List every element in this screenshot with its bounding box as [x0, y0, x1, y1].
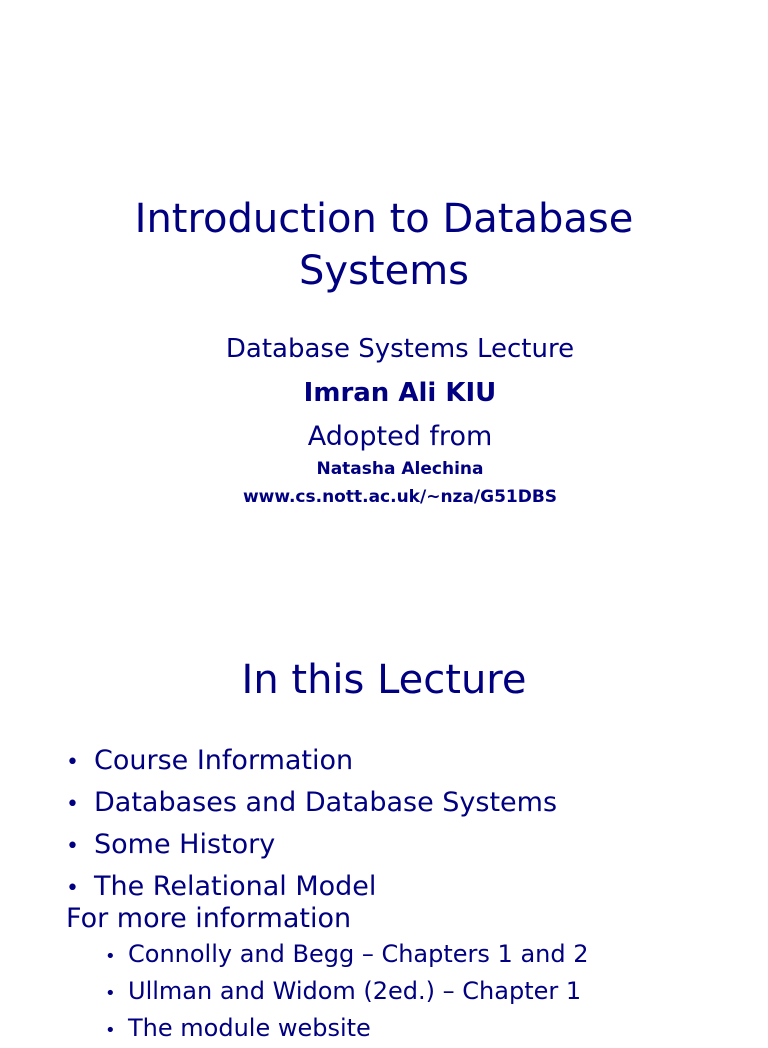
- topic-label: The Relational Model: [94, 871, 377, 902]
- bullet-icon: •: [105, 1020, 116, 1041]
- adopted-from-label: Adopted from: [307, 421, 493, 452]
- bullet-icon: •: [66, 834, 79, 859]
- topic-item: [66, 783, 557, 825]
- more-info-heading: For more information: [66, 903, 352, 934]
- outline-slide: [0, 580, 768, 1042]
- author-name: Imran Ali KIU: [303, 378, 497, 408]
- reference-item: [105, 974, 589, 1011]
- original-author-name: Natasha Alechina: [316, 459, 484, 479]
- bullet-icon: •: [66, 876, 79, 901]
- slide-title-line-1: Introduction to Database: [134, 196, 634, 242]
- topic-label: Databases and Database Systems: [94, 787, 558, 818]
- topic-item: [66, 741, 557, 783]
- reference-item: [105, 1011, 589, 1048]
- reference-label: Connolly and Begg – Chapters 1 and 2: [128, 940, 589, 968]
- reference-label: Ullman and Widom (2ed.) – Chapter 1: [128, 977, 582, 1005]
- lecture-subtitle: Database Systems Lecture: [225, 334, 575, 364]
- topic-item: [66, 825, 557, 867]
- bullet-icon: •: [66, 750, 79, 775]
- course-url: www.cs.nott.ac.uk/~nza/G51DBS: [242, 487, 558, 507]
- reference-label: The module website: [128, 1014, 371, 1042]
- slide-title-line-2: Systems: [299, 248, 469, 294]
- slide-title: [0, 193, 768, 297]
- bullet-icon: •: [105, 983, 116, 1004]
- reference-item: [105, 937, 589, 974]
- topic-label: Course Information: [94, 745, 354, 776]
- topic-list: [66, 741, 557, 909]
- topic-label: Some History: [94, 829, 276, 860]
- bullet-icon: •: [105, 946, 116, 967]
- reference-list: [105, 937, 589, 1048]
- bullet-icon: •: [66, 792, 79, 817]
- outline-title: In this Lecture: [241, 657, 527, 703]
